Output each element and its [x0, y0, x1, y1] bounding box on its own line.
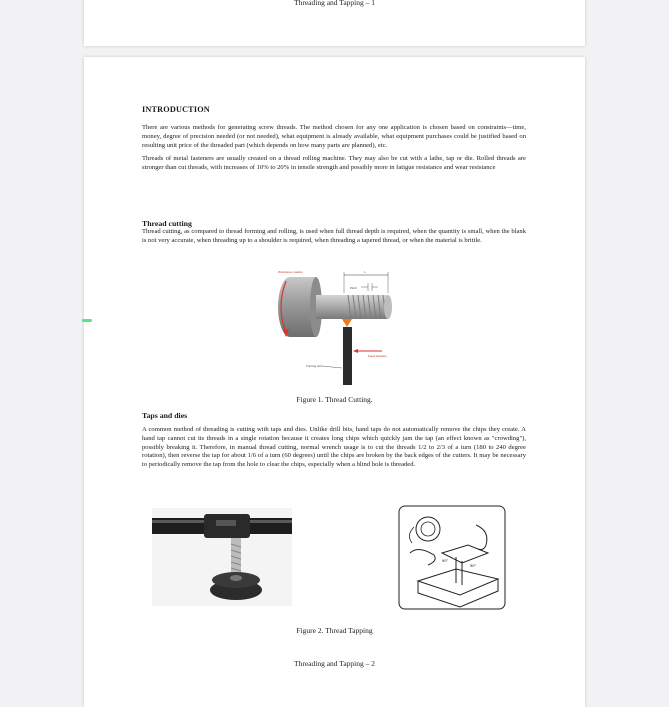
workpiece-rod: [316, 295, 388, 319]
thread-cutting-section: [142, 219, 526, 246]
feed-label: Feed direction: [368, 354, 388, 358]
length-label: L: [364, 270, 366, 274]
rod-end: [384, 295, 392, 319]
angle-label-b: 90°: [470, 563, 477, 568]
taps-dies-section: [142, 411, 526, 470]
tapping-drawing: [398, 505, 506, 610]
page-1: [84, 0, 585, 46]
thread-cutting-figure: [272, 267, 402, 389]
introduction-paragraph-2: Threads of metal fasteners are usually created on a thread rolling machine. They may also be cut with a lathe, tap or die. Rolled threads are stronger than cut threads, with increases of 10% to 20% in tensile strength and possibly more in fatigue resistance and wear resistance: [142, 155, 526, 172]
thread-cutting-heading: Thread cutting: [142, 219, 192, 228]
thread-cutting-paragraph: Thread cutting, as compared to thread forming and rolling, is used when full thread depth is required, when the quantity is small, when the blank is not very accurate, when threading up to a shoulder is required, when threading a tapered thread, or when the material is brittle.: [142, 228, 526, 244]
introduction-section: [142, 105, 526, 173]
tap-wrench-photo: [152, 508, 292, 606]
pitch-label: Pitch: [350, 286, 357, 290]
figure-2-caption: Figure 2. Thread Tapping: [296, 626, 373, 635]
page-2-footer: Threading and Tapping – 2: [294, 659, 375, 668]
tap-hole: [230, 575, 242, 581]
tool-tip: [342, 319, 352, 327]
introduction-paragraph-1: There are various methods for generating screw threads. The method chosen for any one application is chosen based on constraints—time, money, degree of precision needed (or not needed), what equipment is already available, what equipment purchases could be justified based on resulting unit price of the threaded part (which depends on how many parts are planned), etc.: [142, 124, 526, 149]
tool-label-leader: [322, 366, 342, 368]
turning-tool: [343, 327, 352, 385]
page-1-footer: Threading and Tapping – 1: [294, 0, 375, 7]
taps-dies-paragraph: A common method of threading is cutting with taps and dies. Unlike drill bits, hand taps do not automatically remove the chips they create. A hand tap cannot cut its threads in a single rotation because it creates long chips which quickly jam the tap (an effect known as "crowding"), possibly breaking it. Therefore, in manual thread cutting, normal wrench usage is to cut the threads 1/2 to 2/3 of a turn (180 to 240 degree rotation), then reverse the tap for about 1/6 of a turn (60 degrees) until the chips are broken by the back edges of the cutters. It may be necessary to periodically remove the tap from the hole to clear the chips, especially when a blind hole is threaded.: [142, 426, 526, 469]
annotation-marker: [82, 319, 92, 322]
figure-1-caption: Figure 1. Thread Cutting.: [296, 395, 373, 404]
page-2: [84, 57, 585, 707]
angle-label-a: 90°: [442, 558, 449, 563]
rotation-label: Workpiece rotation: [278, 270, 303, 274]
taps-dies-heading: Taps and dies: [142, 411, 188, 420]
tool-label: Turning tool: [306, 364, 322, 368]
wrench-slot: [216, 520, 236, 526]
introduction-heading: INTRODUCTION: [142, 105, 210, 114]
feed-arrow-head: [353, 349, 358, 353]
